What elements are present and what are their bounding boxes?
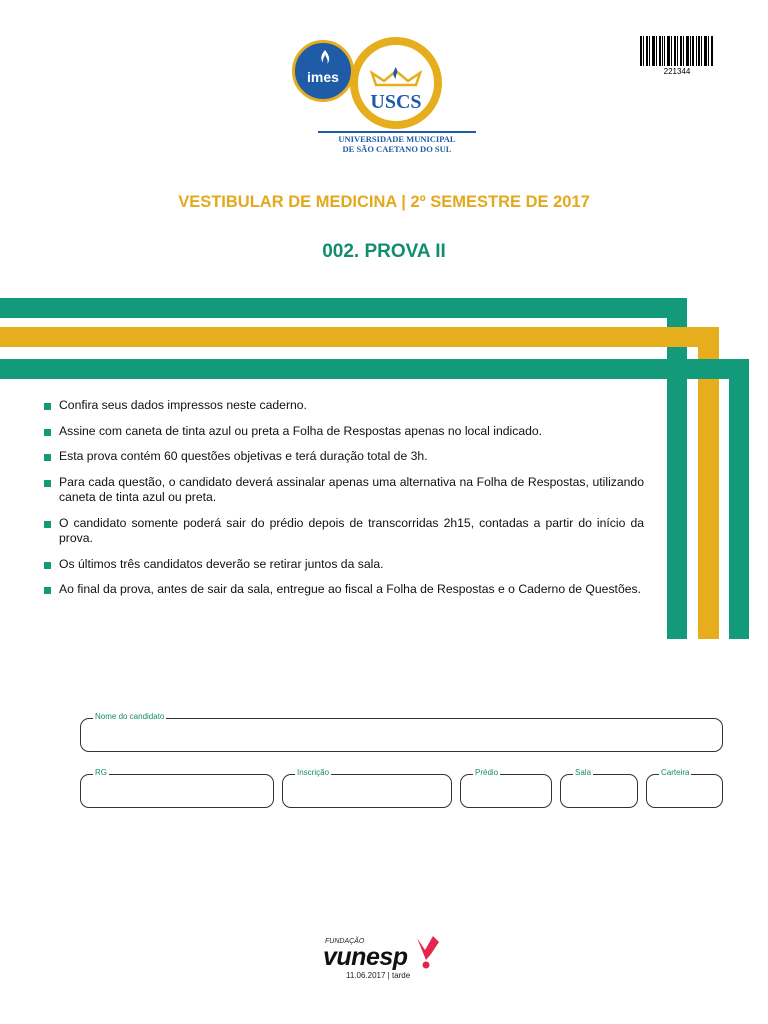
predio-field[interactable] (460, 768, 552, 808)
stripe-green-top-vertical (667, 298, 687, 639)
candidate-name-field[interactable] (80, 712, 723, 752)
instruction-item (44, 475, 644, 506)
instructions-list (44, 398, 644, 608)
uscs-logo-text: USCS (370, 91, 422, 113)
instruction-item (44, 398, 644, 414)
stripe-green-bottom-vertical (729, 359, 749, 639)
instruction-text: Para cada questão, o candidato deverá assinalar apenas uma alternativa na Folha de Respostas, utilizando caneta de tinta azul ou preta. (59, 474, 644, 504)
carteira-label: Carteira (661, 768, 690, 777)
flame-icon (317, 49, 333, 67)
university-line-2: DE SÃO CAETANO DO SUL (342, 144, 452, 154)
stripe-green-top (0, 298, 687, 318)
instruction-item (44, 557, 644, 573)
instruction-text: Assine com caneta de tinta azul ou preta a Folha de Respostas apenas no local indicado. (59, 423, 543, 438)
sala-field[interactable] (560, 768, 638, 808)
exam-date: 11.06.2017 | tarde (346, 971, 411, 980)
bullet-square-icon (44, 429, 51, 436)
candidate-name-label: Nome do candidato (95, 712, 165, 721)
instruction-item (44, 582, 644, 598)
instruction-item (44, 424, 644, 440)
predio-label: Prédio (475, 768, 499, 777)
imes-logo (292, 40, 354, 102)
exam-title: VESTIBULAR DE MEDICINA | 2º SEMESTRE DE 2017 (178, 193, 590, 211)
instruction-text: Os últimos três candidatos deverão se retirar juntos da sala. (59, 556, 384, 571)
crown-icon (370, 67, 422, 87)
bullet-square-icon (44, 521, 51, 528)
vunesp-logo: vunesp (323, 943, 408, 971)
sala-label: Sala (575, 768, 592, 777)
bullet-square-icon (44, 562, 51, 569)
inscricao-label: Inscrição (297, 768, 330, 777)
instruction-text: O candidato somente poderá sair do prédio depois de transcorridas 2h15, contadas a partir do início da prova. (59, 515, 644, 545)
rg-field[interactable] (80, 768, 274, 808)
university-line-1: UNIVERSIDADE MUNICIPAL (338, 134, 456, 144)
university-name (318, 134, 476, 154)
bullet-square-icon (44, 587, 51, 594)
instruction-text: Ao final da prova, antes de sair da sala, entregue ao fiscal a Folha de Respostas e o Caderno de Questões. (59, 582, 641, 596)
barcode-number: 221344 (663, 67, 691, 76)
vunesp-mark-icon (413, 932, 443, 970)
uscs-logo (350, 37, 442, 129)
rg-label: RG (95, 768, 107, 777)
instruction-text: Esta prova contém 60 questões objetivas e terá duração total de 3h. (59, 449, 428, 463)
imes-logo-text: imes (307, 69, 339, 85)
instruction-item (44, 449, 644, 465)
bullet-square-icon (44, 403, 51, 410)
instruction-text: Confira seus dados impressos neste caderno. (59, 398, 307, 412)
bullet-square-icon (44, 480, 51, 487)
stripe-green-bottom (0, 359, 749, 379)
bullet-square-icon (44, 454, 51, 461)
instruction-item (44, 516, 644, 547)
fundacao-label: FUNDAÇÃO (325, 938, 365, 945)
carteira-field[interactable] (646, 768, 723, 808)
university-rule (318, 131, 476, 133)
stripe-yellow (0, 327, 719, 347)
exam-subtitle: 002. PROVA II (322, 241, 446, 262)
barcode (640, 36, 714, 66)
inscricao-field[interactable] (282, 768, 452, 808)
